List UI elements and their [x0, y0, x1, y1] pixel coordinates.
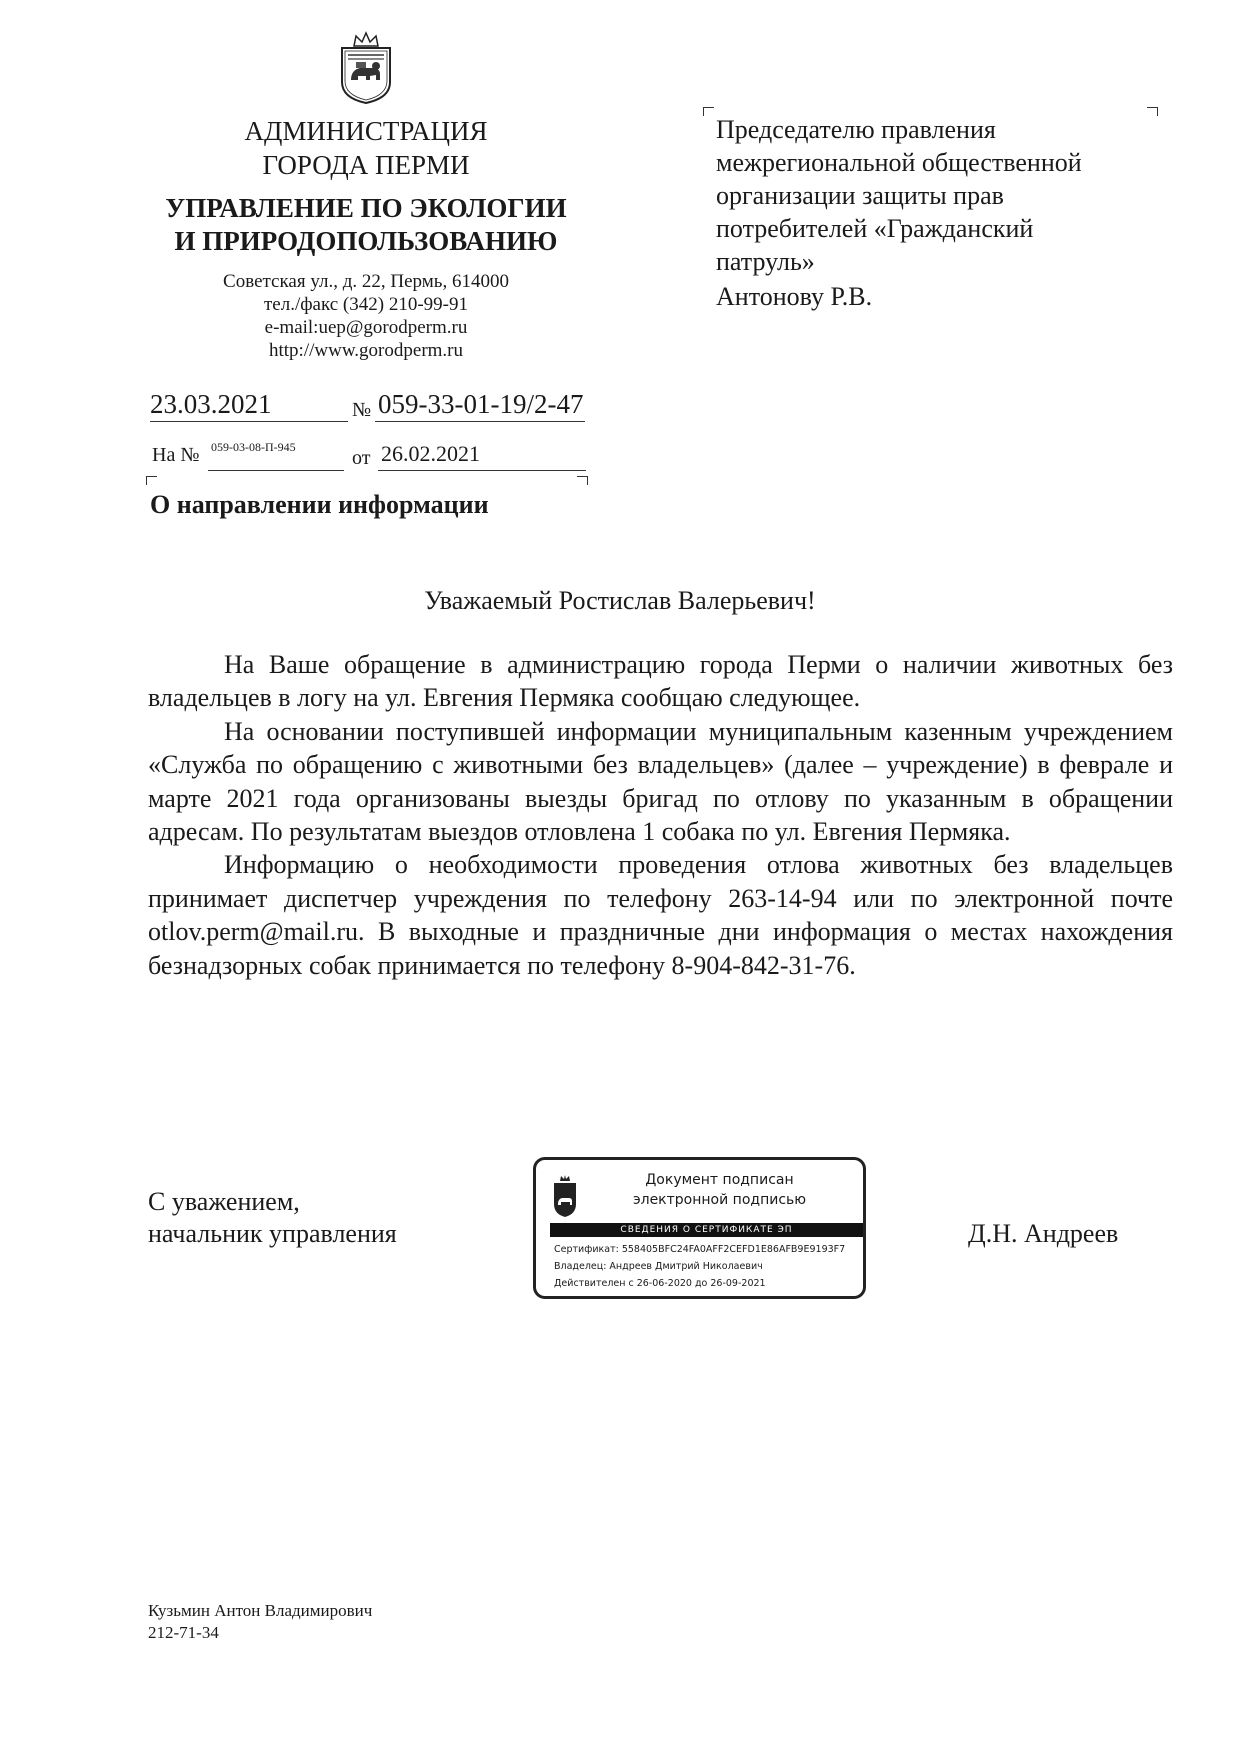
outgoing-date: 23.03.2021 [150, 389, 272, 419]
stamp-subtitle: электронной подписью [632, 1192, 807, 1208]
stamp-validity: Действителен с 26-06-2020 до 26-09-2021 [554, 1278, 766, 1289]
addressee-name: Антонову Р.В. [716, 282, 873, 311]
subject-line: О направлении информации [150, 490, 489, 519]
stamp-certificate-header: СВЕДЕНИЯ О СЕРТИФИКАТЕ ЭП [550, 1223, 863, 1237]
subject-corner-mark-right [577, 476, 588, 485]
body-paragraph: На основании поступившей информации муниципальным казенным учреждением «Служба по обращению с животными без владельцев» (далее – учреждение) в феврале и марте 2021 года организованы выезды бригад по отлову по указанным в обращении адресам. По результатам выездов отловлена 1 собака по ул. Евгения Пермяка. [148, 716, 1173, 847]
addressee-line: потребителей «Гражданский [716, 214, 1034, 243]
addressee-line: патруль» [716, 247, 815, 276]
body-paragraph: На Ваше обращение в администрацию города Перми о наличии животных без владельцев в логу на ул. Евгения Пермяка сообщаю следующее. [148, 650, 1173, 713]
body-paragraph: Информацию о необходимости проведения отлова животных без владельцев принимает диспетчер учреждения по телефону 263-14-94 или по электронной почте otlov.perm@mail.ru. В выходные и праздничные дни информация о местах нахождения безнадзорных собак принимается по телефону 8-904-842-31-76. [148, 850, 1173, 980]
phone-fax: тел./факс (342) 210-99-91 [264, 294, 468, 315]
incoming-number-label: На № [152, 444, 200, 466]
stamp-owner: Владелец: Андреев Дмитрий Николаевич [554, 1261, 763, 1272]
executor-name: Кузьмин Антон Владимирович [148, 1601, 373, 1620]
website-address: http://www.gorodperm.ru [268, 340, 464, 361]
signer-position: начальник управления [148, 1219, 397, 1248]
outgoing-number-underline [375, 421, 585, 422]
addressee-line: межрегиональной общественной [716, 148, 1082, 177]
department-name-line2: И ПРИРОДОПОЛЬЗОВАНИЮ [174, 226, 558, 256]
org-name-line2: ГОРОДА ПЕРМИ [262, 150, 470, 180]
postal-address: Советская ул., д. 22, Пермь, 614000 [223, 271, 509, 292]
incoming-date-underline [378, 470, 586, 471]
perm-coat-of-arms-icon [552, 1174, 578, 1218]
executor-phone: 212-71-34 [148, 1623, 219, 1642]
incoming-date-label: от [352, 447, 371, 469]
perm-coat-of-arms-icon [336, 30, 396, 105]
stamp-title: Документ подписан [645, 1172, 794, 1188]
addressee-line: организации защиты прав [716, 181, 1004, 210]
addressee-line: Председателю правления [716, 115, 996, 144]
stamp-certificate-id: Сертификат: 558405BFC24FA0AFF2CEFD1E86AFB9E9193F7 [554, 1244, 846, 1255]
subject-corner-mark-left [146, 476, 157, 485]
outgoing-date-underline [150, 421, 348, 422]
letter-body [148, 648, 1173, 982]
e-signature-stamp [533, 1157, 866, 1299]
closing-phrase: С уважением, [148, 1187, 300, 1216]
greeting: Уважаемый Ростислав Валерьевич! [424, 586, 816, 615]
incoming-number: 059-03-08-П-945 [211, 440, 296, 454]
org-name-line1: АДМИНИСТРАЦИЯ [244, 116, 488, 146]
incoming-number-underline [208, 470, 344, 471]
email-address: e-mail:uep@gorodperm.ru [264, 317, 468, 338]
addressee-corner-mark-left [703, 107, 714, 116]
department-name-line1: УПРАВЛЕНИЕ ПО ЭКОЛОГИИ [165, 193, 567, 223]
outgoing-number-label: № [352, 399, 372, 421]
signer-name: Д.Н. Андреев [968, 1219, 1119, 1248]
incoming-date: 26.02.2021 [381, 441, 480, 466]
addressee-corner-mark-right [1147, 107, 1158, 116]
outgoing-number: 059-33-01-19/2-47 [378, 389, 584, 419]
